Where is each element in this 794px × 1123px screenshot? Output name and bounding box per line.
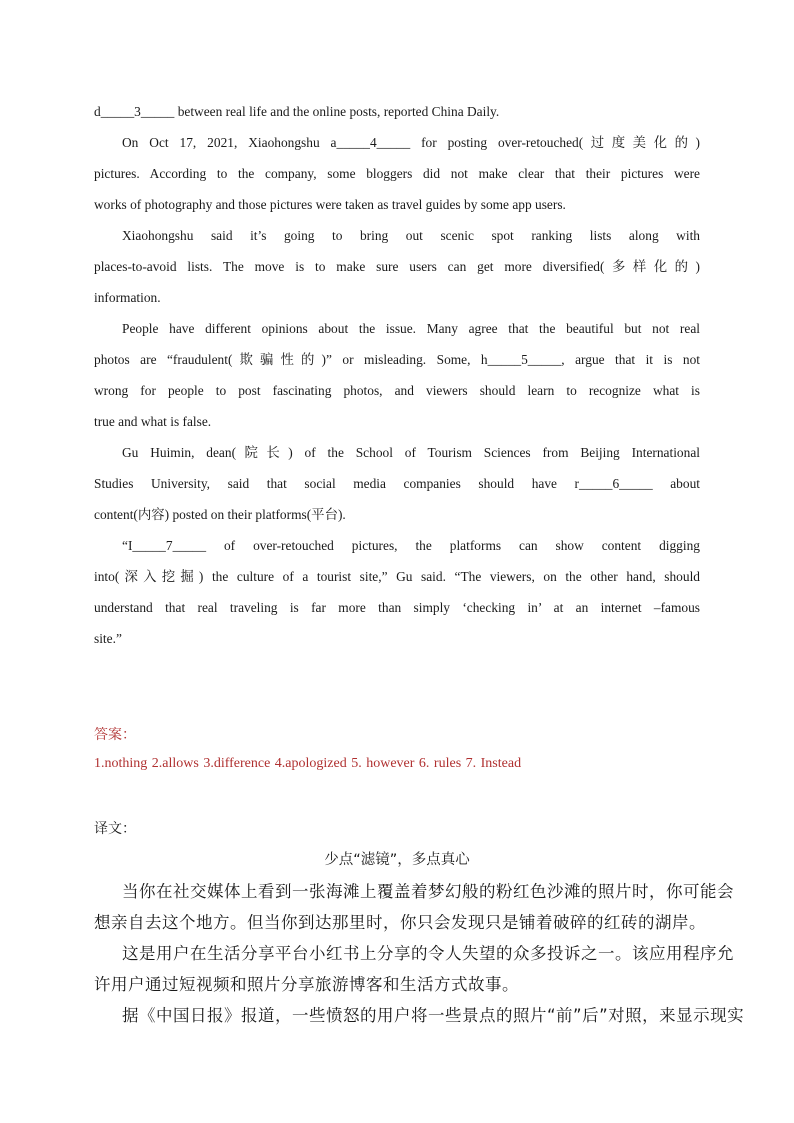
answer-label: 答案： <box>94 727 136 743</box>
passage-line: information. <box>94 290 161 305</box>
passage-line: understand that real traveling is far more than simply ‘checking in’ at an internet –famous <box>94 600 700 615</box>
passage-line: pictures. According to the company, some bloggers did not make clear that their pictures were <box>94 166 700 181</box>
passage-line: “I_____7_____ of over-retouched pictures, the platforms can show content digging <box>122 538 700 553</box>
translation-title: 少点“滤镜”，多点真心 <box>324 852 470 868</box>
passage-line: Xiaohongshu said it’s going to bring out scenic spot ranking lists along with <box>122 228 700 243</box>
passage-line: Studies University, said that social media companies should have r_____6_____ about <box>94 476 700 491</box>
translation-line: 据《中国日报》报道，一些愤怒的用户将一些景点的照片“前”后”对照，来显示现实 <box>122 1006 745 1025</box>
translation-line: 想亲自去这个地方。但当你到达那里时，你只会发现只是铺着破碎的红砖的湖岸。 <box>94 913 706 932</box>
passage-line: People have different opinions about the issue. Many agree that the beautiful but not real <box>122 321 700 336</box>
answer-text: 1.nothing 2.allows 3.difference 4.apologized 5. however 6. rules 7. Instead <box>94 756 522 771</box>
passage-line: places-to-avoid lists. The move is to make sure users can get more diversified(多样化的) <box>94 259 700 274</box>
translation-label: 译文： <box>94 821 136 837</box>
translation-line: 当你在社交媒体上看到一张海滩上覆盖着梦幻般的粉红色沙滩的照片时，你可能会 <box>122 882 734 901</box>
english-passage <box>94 96 700 654</box>
translation-line: 这是用户在生活分享平台小红书上分享的令人失望的众多投诉之一。该应用程序允 <box>122 944 734 963</box>
passage-line: true and what is false. <box>94 414 212 429</box>
passage-line: d_____3_____ between real life and the online posts, reported China Daily. <box>94 104 500 119</box>
passage-line: photos are “fraudulent(欺骗性的)” or misleading. Some, h_____5_____, argue that it is not <box>94 352 700 367</box>
passage-line: into(深入挖掘) the culture of a tourist site,” Gu said. “The viewers, on the other hand, should <box>94 569 700 584</box>
chinese-translation <box>94 876 745 1031</box>
translation-line: 许用户通过短视频和照片分享旅游博客和生活方式故事。 <box>94 975 519 994</box>
passage-line: wrong for people to post fascinating photos, and viewers should learn to recognize what is <box>94 383 700 398</box>
passage-line: Gu Huimin, dean(院长) of the School of Tourism Sciences from Beijing International <box>122 445 700 460</box>
passage-line: works of photography and those pictures were taken as travel guides by some app users. <box>94 197 566 212</box>
passage-line: On Oct 17, 2021, Xiaohongshu a_____4_____ for posting over-retouched(过度美化的) <box>122 135 700 150</box>
passage-line: content(内容) posted on their platforms(平台). <box>94 507 346 522</box>
passage-line: site.” <box>94 631 122 646</box>
